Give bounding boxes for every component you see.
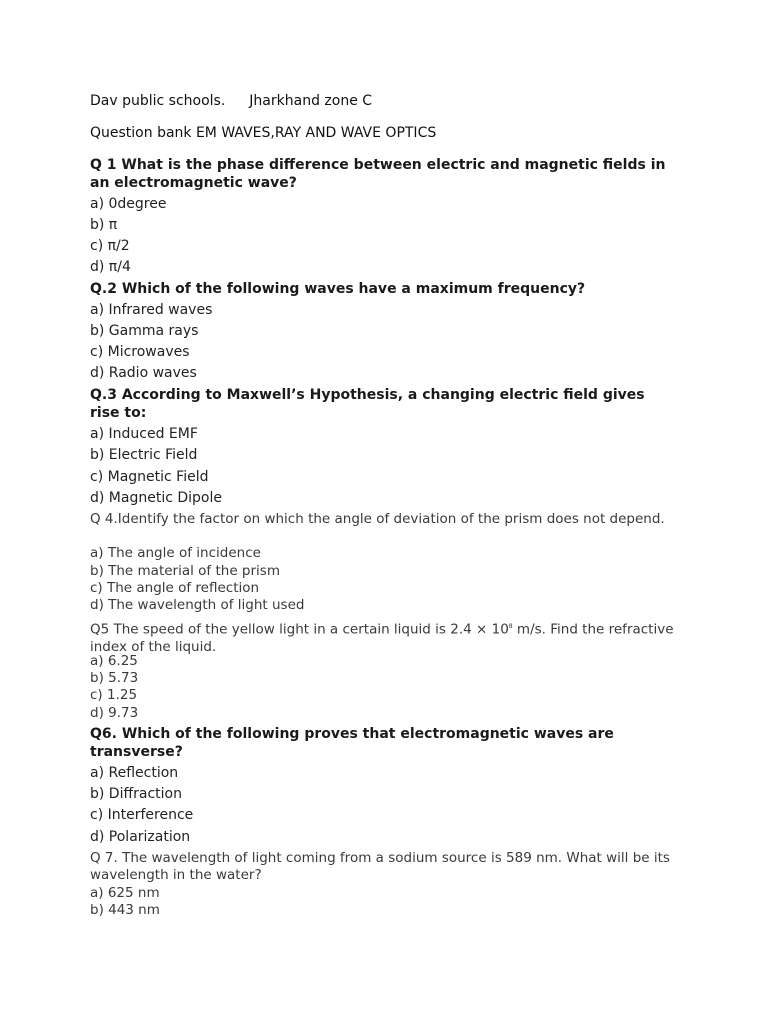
q3-option-a: a) Induced EMF bbox=[90, 426, 198, 442]
q7-option-b: b) 443 nm bbox=[90, 902, 160, 918]
q2-option-c: c) Microwaves bbox=[90, 344, 190, 360]
zone-label: Jharkhand zone C bbox=[249, 93, 373, 109]
question-3: Q.3 According to Maxwell’s Hypothesis, a changing electric field gives rise to: bbox=[90, 387, 645, 421]
q5-text-pre: Q5 The speed of the yellow light in a certain liquid is 2.4 × 10 bbox=[90, 621, 509, 638]
q4-option-b: b) The material of the prism bbox=[90, 563, 280, 579]
document-title: Question bank EM WAVES,RAY AND WAVE OPTICS bbox=[90, 125, 437, 141]
q5-option-d: d) 9.73 bbox=[90, 705, 139, 721]
q6-option-b: b) Diffraction bbox=[90, 786, 182, 802]
q2-option-a: a) Infrared waves bbox=[90, 302, 213, 318]
q7-option-a: a) 625 nm bbox=[90, 885, 160, 901]
school-label: Dav public schools. bbox=[90, 93, 226, 109]
q4-option-a: a) The angle of incidence bbox=[90, 545, 261, 561]
q4-option-d: d) The wavelength of light used bbox=[90, 597, 305, 613]
question-6: Q6. Which of the following proves that electromagnetic waves are transverse? bbox=[90, 726, 614, 760]
question-7: Q 7. The wavelength of light coming from a sodium source is 589 nm. What will be its wavelength in the water? bbox=[90, 850, 670, 883]
q1-option-d: d) π/4 bbox=[90, 259, 131, 275]
q6-option-c: c) Interference bbox=[90, 807, 194, 823]
q1-option-b: b) π bbox=[90, 217, 118, 233]
q2-option-d: d) Radio waves bbox=[90, 365, 197, 381]
question-1: Q 1 What is the phase difference between electric and magnetic fields in an electromagnetic wave? bbox=[90, 157, 666, 191]
q4-option-c: c) The angle of reflection bbox=[90, 580, 260, 596]
q5-option-b: b) 5.73 bbox=[90, 670, 139, 686]
q3-option-c: c) Magnetic Field bbox=[90, 469, 209, 485]
q5-option-a: a) 6.25 bbox=[90, 653, 138, 669]
q3-option-b: b) Electric Field bbox=[90, 447, 198, 463]
q5-exponent: 8 bbox=[508, 623, 513, 630]
q6-option-d: d) Polarization bbox=[90, 829, 191, 845]
q5-text-post: m/s. Find the refractive index of the liquid. bbox=[90, 621, 674, 655]
question-4: Q 4.Identify the factor on which the angle of deviation of the prism does not depend. bbox=[90, 511, 665, 527]
q6-option-a: a) Reflection bbox=[90, 765, 179, 781]
question-2: Q.2 Which of the following waves have a maximum frequency? bbox=[90, 281, 586, 297]
q3-option-d: d) Magnetic Dipole bbox=[90, 490, 222, 506]
q2-option-b: b) Gamma rays bbox=[90, 323, 199, 339]
q1-option-a: a) 0degree bbox=[90, 196, 167, 212]
q5-option-c: c) 1.25 bbox=[90, 687, 138, 703]
school-name bbox=[90, 93, 372, 109]
question-5 bbox=[90, 618, 680, 656]
q1-option-c: c) π/2 bbox=[90, 238, 130, 254]
